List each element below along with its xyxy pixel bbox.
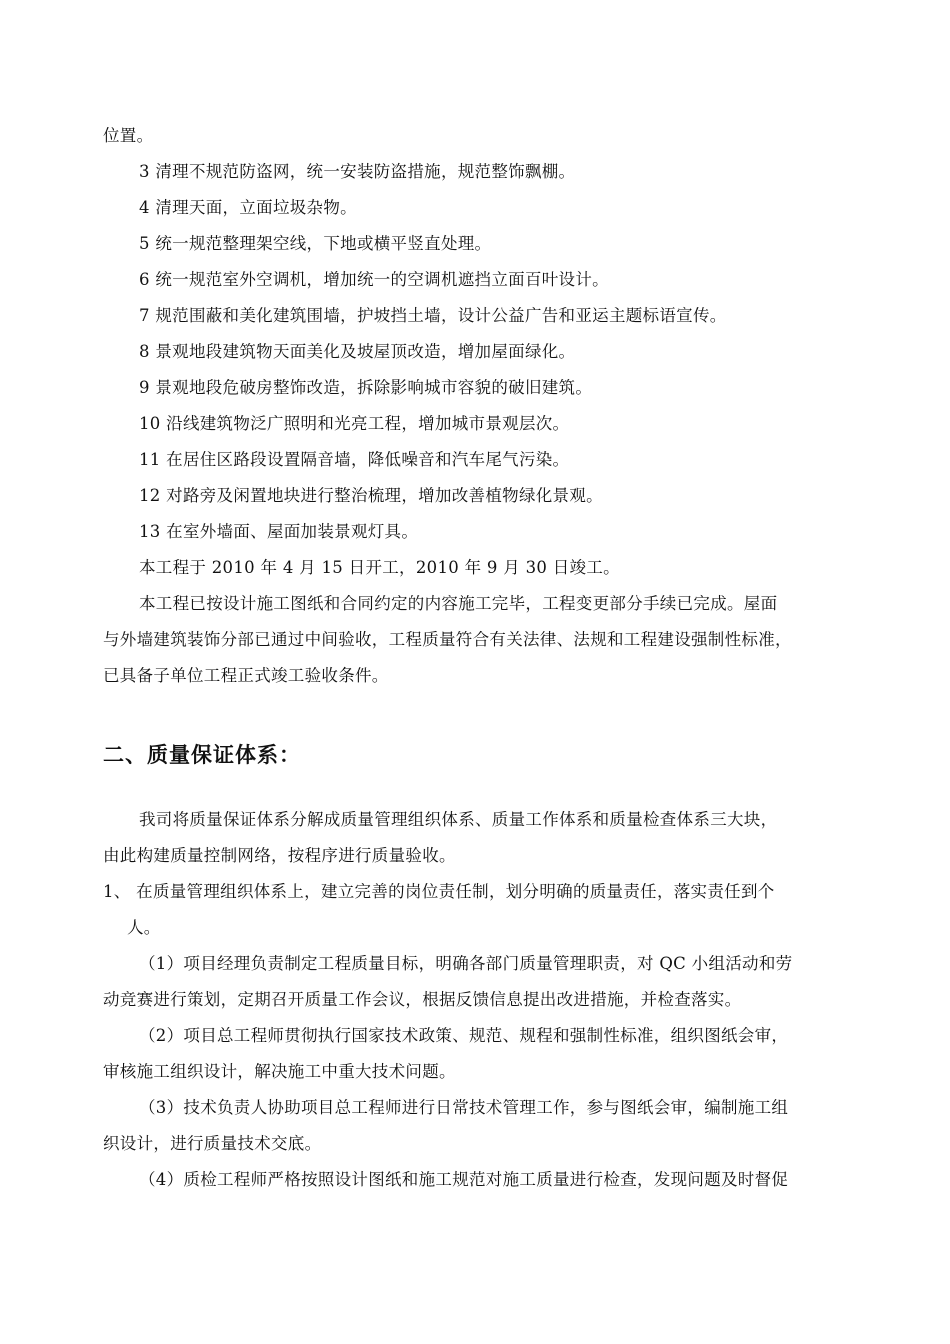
list-item: 4 清理天面，立面垃圾杂物。 [139,198,357,217]
list-item-continuation: 人。 [127,918,161,937]
paragraph-line: 已具备子单位工程正式竣工验收条件。 [103,666,389,685]
section-heading: 二、质量保证体系： [103,743,301,767]
paragraph-line: 由此构建质量控制网络，按程序进行质量验收。 [103,846,456,865]
list-item: 6 统一规范室外空调机，增加统一的空调机遮挡立面百叶设计。 [139,270,609,289]
paragraph-line: 位置。 [103,126,154,145]
sub-item: （1）项目经理负责制定工程质量目标，明确各部门质量管理职责，对 QC 小组活动和劳 [139,954,793,973]
list-item: 7 规范围蔽和美化建筑围墙，护坡挡土墙，设计公益广告和亚运主题标语宣传。 [139,306,727,325]
list-item: 10 沿线建筑物泛广照明和光亮工程，增加城市景观层次。 [139,414,570,433]
list-item: 11 在居住区路段设置隔音墙，降低噪音和汽车尾气污染。 [139,450,570,469]
sub-item-continuation: 动竞赛进行策划，定期召开质量工作会议，根据反馈信息提出改进措施，并检查落实。 [103,990,742,1009]
sub-item-continuation: 审核施工组织设计，解决施工中重大技术问题。 [103,1062,456,1081]
list-item: 8 景观地段建筑物天面美化及坡屋顶改造，增加屋面绿化。 [139,342,576,361]
paragraph-line: 本工程已按设计施工图纸和合同约定的内容施工完毕，工程变更部分手续已完成。屋面 [139,594,778,613]
paragraph-line: 本工程于 2010 年 4 月 15 日开工，2010 年 9 月 30 日竣工。 [139,558,620,577]
sub-item: （4）质检工程师严格按照设计图纸和施工规范对施工质量进行检查，发现问题及时督促 [139,1170,789,1189]
list-item: 5 统一规范整理架空线，下地或横平竖直处理。 [139,234,492,253]
list-item: 13 在室外墙面、屋面加装景观灯具。 [139,522,419,541]
list-item: 3 清理不规范防盗网，统一安装防盗措施，规范整饰飘棚。 [139,162,576,181]
list-item: 9 景观地段危破房整饰改造，拆除影响城市容貌的破旧建筑。 [139,378,593,397]
sub-item-continuation: 织设计，进行质量技术交底。 [103,1134,322,1153]
list-item: 1、 在质量管理组织体系上，建立完善的岗位责任制，划分明确的质量责任，落实责任到个 [103,882,775,901]
sub-item: （2）项目总工程师贯彻执行国家技术政策、规范、规程和强制性标准，组织图纸会审， [139,1026,789,1045]
list-item: 12 对路旁及闲置地块进行整治梳理，增加改善植物绿化景观。 [139,486,603,505]
sub-item: （3）技术负责人协助项目总工程师进行日常技术管理工作，参与图纸会审，编制施工组 [139,1098,789,1117]
paragraph-line: 我司将质量保证体系分解成质量管理组织体系、质量工作体系和质量检查体系三大块， [139,810,778,829]
paragraph-line: 与外墙建筑装饰分部已通过中间验收，工程质量符合有关法律、法规和工程建设强制性标准， [103,630,792,649]
